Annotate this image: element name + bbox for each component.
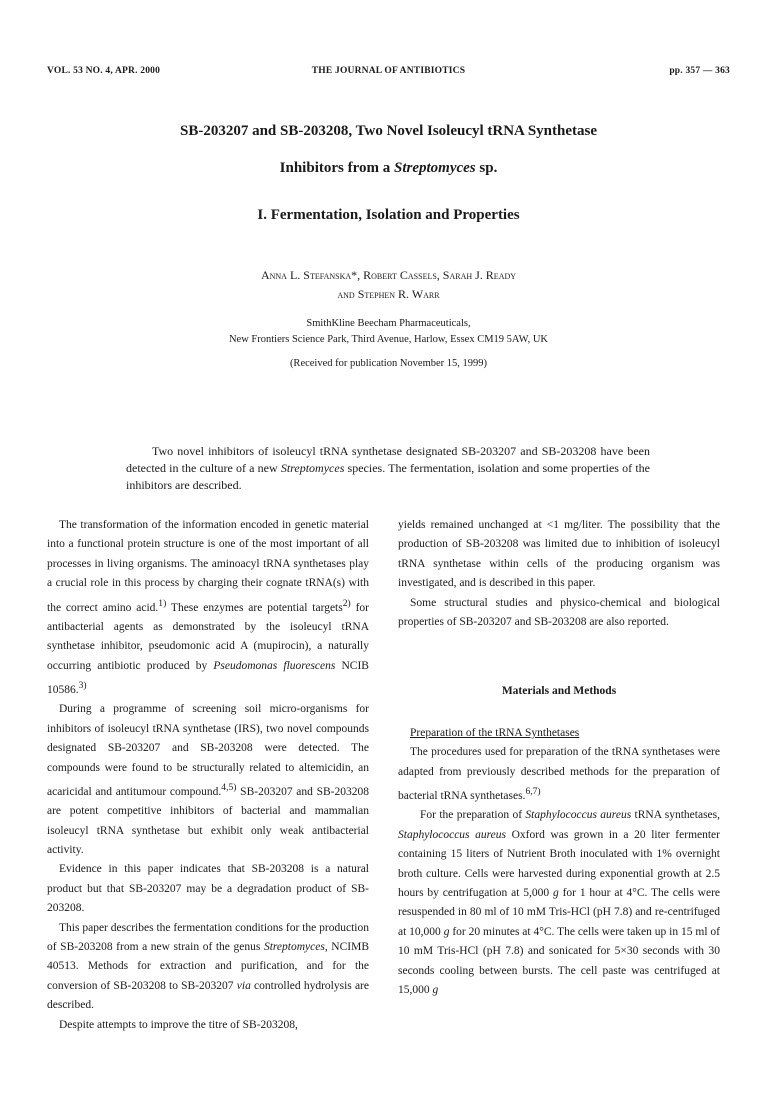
affiliation-line-2: New Frontiers Science Park, Third Avenue, Harlow, Essex CM19 5AW, UK [228, 334, 549, 345]
running-header-journal: THE JOURNAL OF ANTIBIOTICS [311, 66, 466, 76]
running-header-pages: pp. 357 — 363 [669, 66, 730, 76]
running-header-volume: VOL. 53 NO. 4, APR. 2000 [47, 66, 161, 76]
subheading-trna-synthetases: Preparation of the tRNA Synthetases [410, 726, 580, 739]
paragraph-yields: yields remained unchanged at <1 mg/liter. The possibility that the production of SB-203208 was limited due to inhibition of isoleucyl tRNA synthetase within cells of the producing organism was investigated, and is described in this paper. [398, 519, 720, 590]
author-list-line-1: Anna L. Stefanska*, Robert Cassels, Sarah J. Ready [260, 268, 517, 282]
right-column [398, 516, 720, 1000]
paragraph-evidence: Evidence in this paper indicates that SB-203208 is a natural product but that SB-203207 may be a degradation product of SB-203208. [47, 863, 369, 915]
article-subtitle: I. Fermentation, Isolation and Properties [257, 207, 520, 223]
article-title-line-2: Inhibitors from a Streptomyces sp. [279, 160, 498, 176]
section-heading-materials-methods: Materials and Methods [501, 685, 617, 698]
received-date: (Received for publication November 15, 1999) [289, 358, 488, 369]
paragraph-staph-prep: For the preparation of Staphylococcus aureus tRNA synthetases, Staphylococcus aureus Oxford was grown in a 20 liter fermenter containing 15 liters of Nutrient Broth inoculated with 1% overnight broth culture. Cells were harvested during exponential growth at 2.5 hours by centrifugation at 5,000 g for 1 hour at 4°C. The cells were resuspended in 80 ml of 10 mM Tris-HCl (pH 7.8) and re-centrifuged at 10,000 g for 20 minutes at 4°C. The cells were taken up in 15 ml of 10 mM Tris-HCl (pH 7.8) and sonicated for 5×30 seconds with 30 seconds cooling between bursts. The cell paste was centrifuged at 15,000 g [398, 809, 720, 996]
paragraph-structural: Some structural studies and physico-chemical and biological properties of SB-203207 and SB-203208 are also reported. [398, 596, 720, 629]
paragraph-procedures: The procedures used for preparation of the tRNA synthetases were adapted from previously described methods for the preparation of bacterial tRNA synthetases.$^{6,7)}$ [398, 746, 720, 802]
paragraph-scope: This paper describes the fermentation conditions for the production of SB-203208 from a new strain of the genus Streptomyces, NCIMB 40513. Methods for extraction and purification, and for the conversion of SB-203208 to SB-203207 via controlled hydrolysis are described. [47, 921, 369, 1012]
left-column [47, 516, 369, 1035]
author-list-line-2: and Stephen R. Warr [337, 287, 440, 301]
paragraph-titre: Despite attempts to improve the titre of SB-203208, [59, 1018, 298, 1031]
paragraph-screening: During a programme of screening soil micro-organisms for inhibitors of isoleucyl tRNA synthetase (IRS), two novel compounds designated SB-203207 and SB-203208 were detected. The compounds were found to be structurally related to altemicidin, an acaricidal and antitumour compound.$^{4,5)}$ SB-203207 and SB-203208 are potent competitive inhibitors of bacterial and mammalian isoleucyl tRNA synthetase but exhibit only weak antibacterial activity. [47, 703, 369, 856]
paragraph-intro: The transformation of the information encoded in genetic material into a functional protein structure is one of the most important of all processes in living organisms. The aminoacyl tRNA synthetases play a crucial role in this process by charging their cognate tRNA(s) with the correct amino acid.$^{1)}$ These enzymes are potential targets$^{2)}$ for antibacterial agents as demonstrated by the isoleucyl tRNA synthetase inhibitor, pseudomonic acid A (mupirocin), a naturally occurring antibiotic produced by Pseudomonas fluorescens NCIB 10586.$^{3)}$ [47, 519, 369, 696]
abstract [126, 443, 650, 494]
article-title-line-1: SB-203207 and SB-203208, Two Novel Isoleucyl tRNA Synthetase [180, 123, 597, 139]
abstract-text: Two novel inhibitors of isoleucyl tRNA synthetase designated SB-203207 and SB-203208 have been detected in the culture of a new Streptomyces species. The fermentation, isolation and some properties of the inhibitors are described. [126, 444, 650, 492]
affiliation-line-1: SmithKline Beecham Pharmaceuticals, [306, 318, 471, 329]
